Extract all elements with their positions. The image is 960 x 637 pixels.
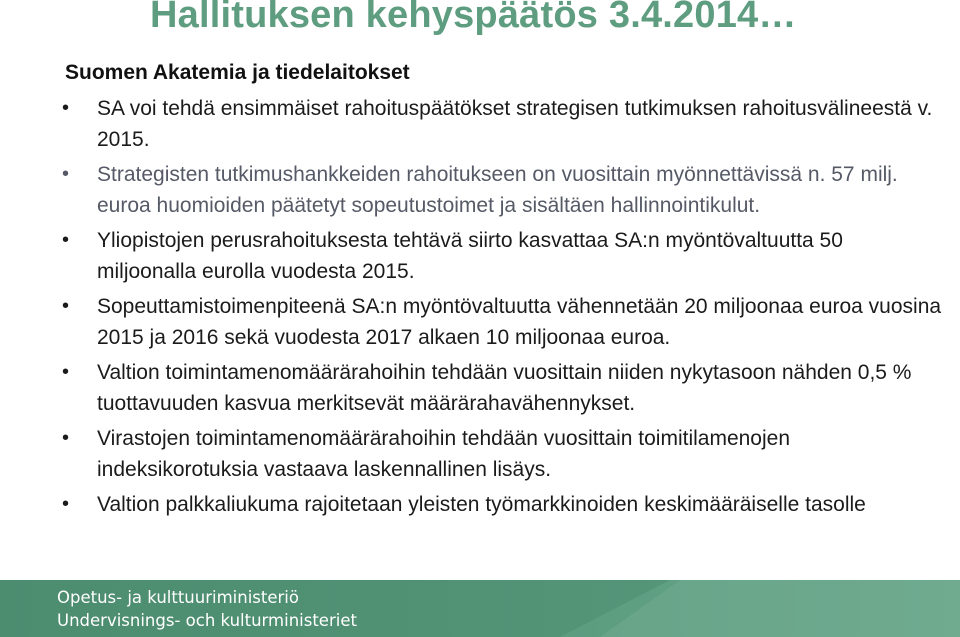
bullet-dot-icon: •	[62, 427, 70, 449]
bullet-item	[62, 159, 942, 221]
bullet-item	[62, 489, 942, 520]
bullet-text: Yliopistojen perusrahoituksesta tehtävä siirto kasvattaa SA:n myöntövaltuutta 50 miljoonalla eurolla vuodesta 2015.	[97, 229, 843, 283]
section-heading: Suomen Akatemia ja tiedelaitokset	[65, 61, 410, 84]
bullet-text: Valtion palkkaliukuma rajoitetaan yleisten työmarkkinoiden keskimääräiselle tasolle	[97, 493, 866, 516]
bullet-text: Strategisten tutkimushankkeiden rahoitukseen on vuosittain myönnettävissä n. 57 milj. euroa huomioiden päätetyt sopeutustoimet ja sisältäen hallinnointikulut.	[97, 163, 898, 217]
bullet-text: Valtion toimintamenomäärärahoihin tehdään vuosittain niiden nykytasoon nähden 0,5 % tuottavuuden kasvua merkitsevät määrärahavähennykset.	[97, 361, 912, 415]
ministry-name-swedish: Undervisnings- och kulturministeriet	[57, 611, 357, 630]
bullet-dot-icon: •	[62, 97, 70, 119]
bullet-text: Sopeuttamistoimenpiteenä SA:n myöntövaltuutta vähennetään 20 miljoonaa euroa vuosina 2015 ja 2016 sekä vuodesta 2017 alkaen 10 miljoonaa euroa.	[97, 295, 942, 349]
slide-title: Hallituksen kehyspäätös 3.4.2014…	[150, 0, 797, 36]
bullet-dot-icon: •	[62, 295, 70, 317]
bullet-dot-icon: •	[62, 163, 70, 185]
bullet-text: SA voi tehdä ensimmäiset rahoituspäätökset strategisen tutkimuksen rahoitusvälineestä v. 2015.	[97, 97, 933, 151]
ministry-name-finnish: Opetus- ja kulttuuriministeriö	[57, 588, 299, 607]
bullet-text: Virastojen toimintamenomäärärahoihin tehdään vuosittain toimitilamenojen indeksikorotuksia vastaava laskennallinen lisäys.	[97, 427, 791, 481]
ministry-footer	[0, 580, 960, 637]
bullet-item	[62, 225, 942, 287]
bullet-item	[62, 291, 942, 353]
bullet-item	[62, 357, 942, 419]
bullet-list	[62, 93, 942, 524]
bullet-dot-icon: •	[62, 493, 70, 515]
bullet-item	[62, 423, 942, 485]
bullet-dot-icon: •	[62, 361, 70, 383]
bullet-dot-icon: •	[62, 229, 70, 251]
bullet-item	[62, 93, 942, 155]
